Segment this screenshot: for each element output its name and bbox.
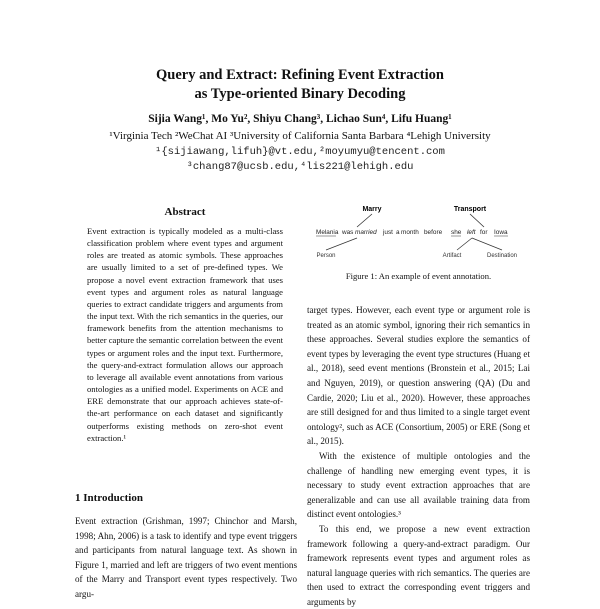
introduction-body <box>75 514 297 602</box>
right-column-body <box>307 303 530 609</box>
word: married <box>355 229 377 236</box>
word: for <box>480 229 488 236</box>
arrow-person <box>326 238 357 250</box>
role-artifact: Artifact <box>442 253 462 259</box>
word: was <box>342 229 354 236</box>
arrow-artifact <box>457 238 472 250</box>
right-paragraph-1: target types. However, each event type or argument role is treated as an atomic symbol, ignoring their rich semantics in these approaches. Several studies explore the semantics of event types by leveraging the event type structures (Huang et al., 2018), seed event mentions (Bronstein et al., 2015; Lai and Nguyen, 2019), or question answering (QA) (Du and Cardie, 2020; Liu et al., 2020). However, these approaches are still designed for and thus limited to a single target event ontology², such as ACE (Consortium, 2005) or ERE (Song et al., 2015). <box>307 305 530 447</box>
intro-paragraph-1: Event extraction (Grishman, 1997; Chinchor and Marsh, 1998; Ahn, 2006) is a task to identify and type event triggers and participants from natural language text. As shown in Figure 1, married and left are triggers of two event mentions of the Marry and Transport event types respectively. Two argu- <box>75 516 297 599</box>
word: a <box>396 229 400 236</box>
arrow-transport-trigger <box>470 214 484 227</box>
figure-sentence <box>316 229 508 236</box>
word: she <box>451 229 462 236</box>
affiliations: ¹Virginia Tech ²WeChat AI ³University of California Santa Barbara ⁴Lehigh University <box>109 130 491 142</box>
figure-diagram <box>312 200 528 262</box>
email-line-1: ¹{sijiawang,lifuh}@vt.edu,²moyumyu@tencent.com <box>155 146 445 158</box>
arrow-marry-trigger <box>357 214 372 227</box>
abstract-heading: Abstract <box>164 206 206 218</box>
title-line-1: Query and Extract: Refining Event Extraction <box>156 67 444 83</box>
arrow-destination <box>472 238 502 250</box>
word: before <box>424 229 443 236</box>
label-transport: Transport <box>453 206 487 213</box>
paper-title <box>0 66 600 104</box>
right-paragraph-2: With the existence of multiple ontologies and the challenge of handling new emerging event types, it is necessary to study event extraction approaches that are generalizable and can use all available training data from distinct event ontologies.³ <box>307 450 530 520</box>
word: just <box>383 229 393 236</box>
abstract-paragraph: Event extraction is typically modeled as a multi-class classification problem where event types and argument roles are treated as atomic symbols. These approaches are usually limited to a set of pre-defined types. We propose a novel event extraction framework that uses event types and argument roles as natural language queries to extract candidate triggers and arguments from the input text. With the rich semantics in the queries, our framework benefits from the attention mechanisms to better capture the semantic correlation between the event types or argument roles and the input text. Furthermore, the query-and-extract formulation allows our approach to leverage all available event annotations from various ontologies as a unified model. Experiments on ACE and ERE demonstrate that our approach achieves state-of-the-art performance on each dataset and significantly outperforms existing methods on zero-shot event extraction.¹ <box>87 226 283 443</box>
word: month <box>401 229 419 236</box>
title-line-2: as Type-oriented Binary Decoding <box>194 86 406 102</box>
word: Iowa <box>494 229 508 236</box>
word: Melania <box>316 229 339 236</box>
word: left <box>467 229 476 236</box>
label-marry: Marry <box>362 206 382 213</box>
author-list: Sijia Wang¹, Mo Yu², Shiyu Chang³, Lichao Sun⁴, Lifu Huang¹ <box>148 113 452 125</box>
figure-caption: Figure 1: An example of event annotation. <box>345 271 492 281</box>
role-person: Person <box>316 253 336 259</box>
abstract-body <box>87 225 283 444</box>
email-line-2: ³chang87@ucsb.edu,⁴lis221@lehigh.edu <box>186 161 414 173</box>
figure-event-annotation <box>312 200 528 262</box>
right-paragraph-3: To this end, we propose a new event extraction framework following a query-and-extract paradigm. Our framework represents event types and argument roles as natural language queries with rich semantics. The queries are then used to extract the corresponding event triggers and arguments by <box>307 523 530 607</box>
section-heading-introduction: 1 Introduction <box>75 492 143 504</box>
role-destination: Destination <box>486 253 518 259</box>
